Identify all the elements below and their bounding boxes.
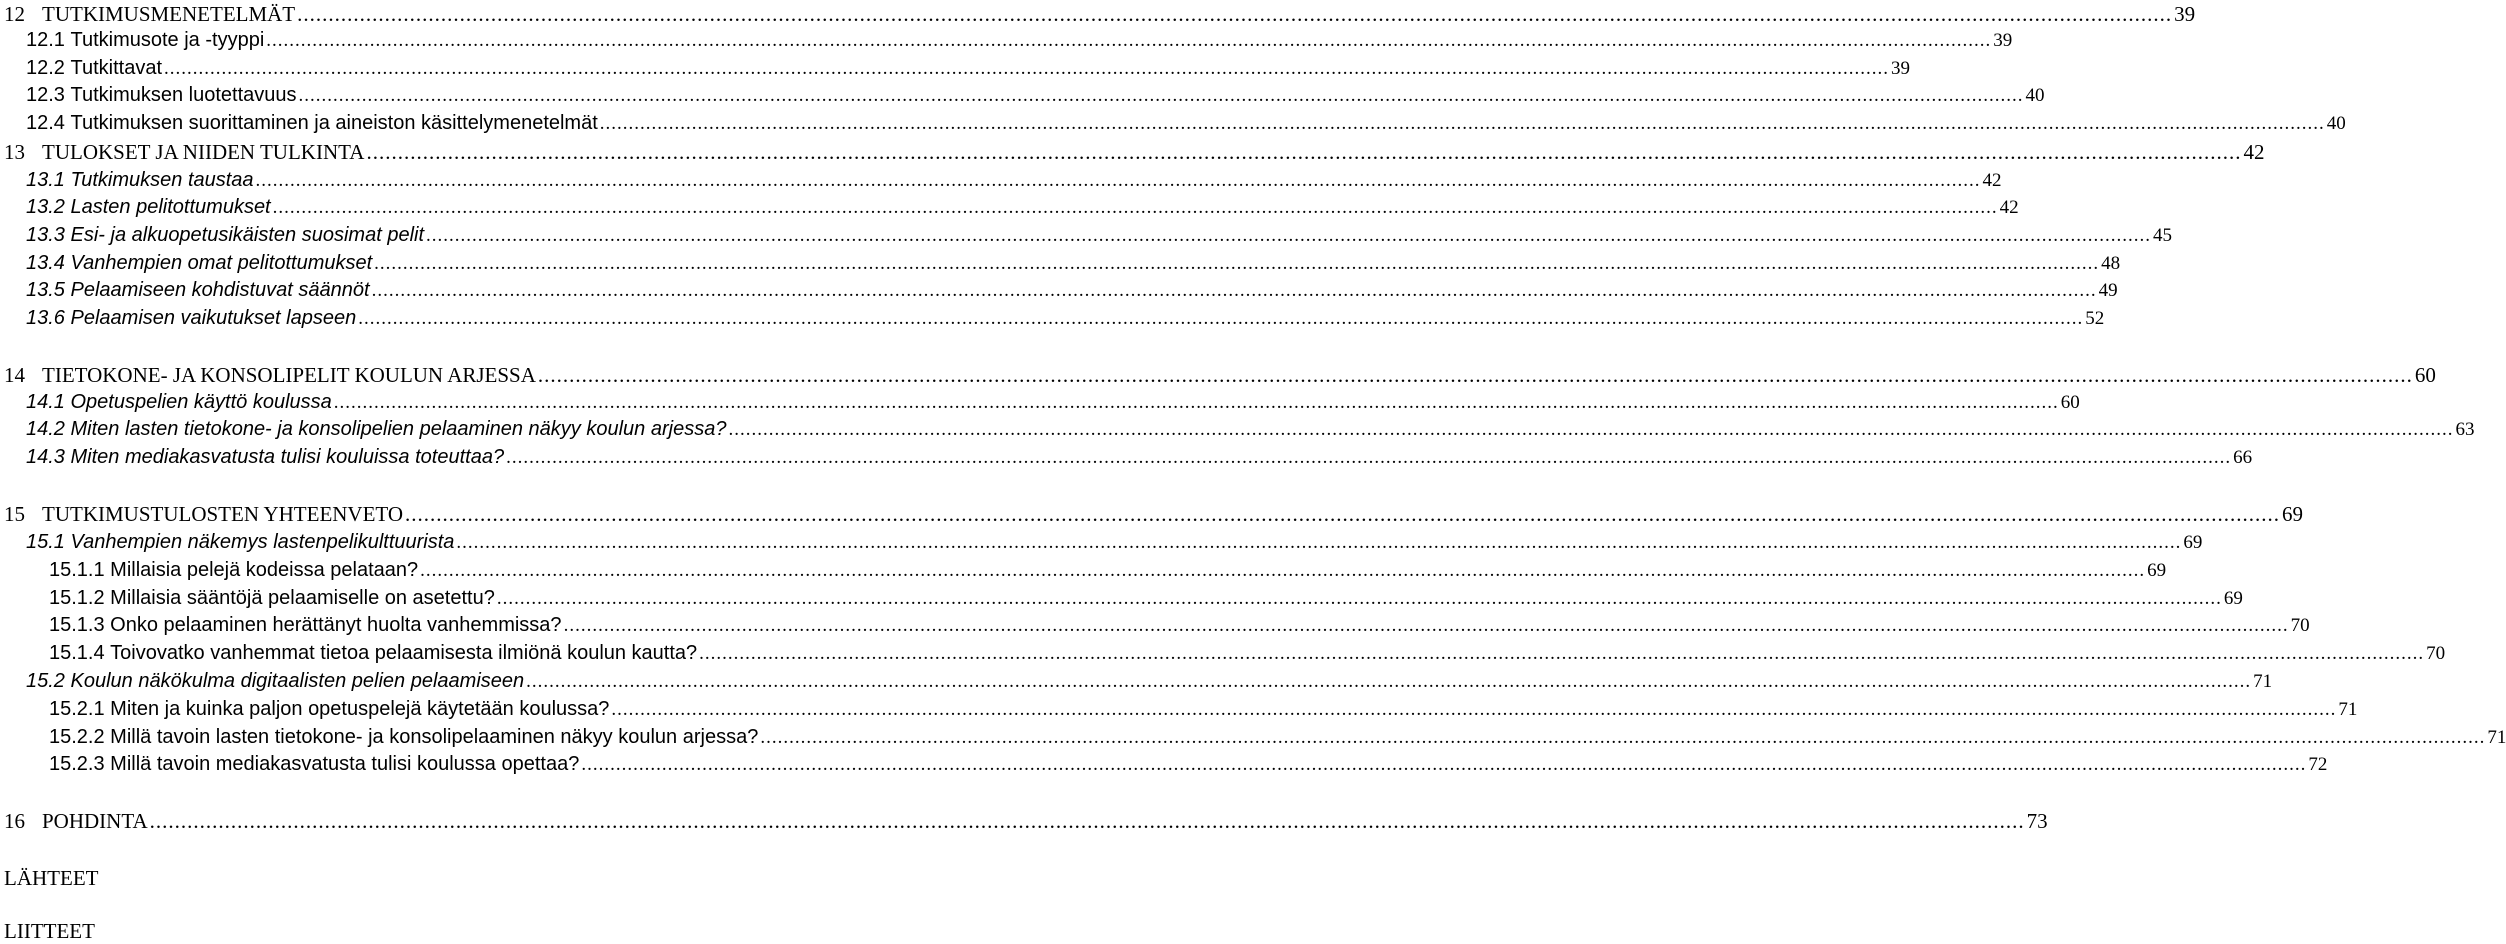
dot-leader: ............................................................................................................................................................................................................................................................................................................ — [506, 447, 2232, 468]
toc-entry-title: TULOKSET JA NIIDEN TULKINTA — [42, 140, 365, 164]
toc-entry-title: Millaisia pelejä kodeissa pelataan? — [110, 559, 419, 581]
toc-entry-page: 69 — [2282, 502, 2304, 526]
toc-entry-number: 15.2.3 — [49, 753, 105, 775]
toc-entry[interactable] — [0, 698, 2358, 725]
dot-leader: ............................................................................................................................................................................................................................................................................................................ — [526, 671, 2252, 692]
toc-entry[interactable] — [0, 642, 2446, 669]
toc-entry-number: 15.2 — [26, 670, 65, 692]
toc-entry-page: 72 — [2308, 754, 2328, 775]
toc-entry[interactable] — [0, 84, 2045, 111]
dot-leader: ............................................................................................................................................................................................................................................................................................................ — [537, 363, 2413, 387]
toc-entry-number: 15.2.1 — [49, 698, 105, 720]
toc-entry-title: Vanhempien näkemys lastenpelikulttuurista — [70, 531, 455, 553]
dot-leader: ............................................................................................................................................................................................................................................................................................................ — [374, 253, 2100, 274]
toc-entry-title: Opetuspelien käyttö koulussa — [70, 391, 332, 413]
dot-leader: ............................................................................................................................................................................................................................................................................................................ — [333, 392, 2059, 413]
toc-entry-title: Millä tavoin lasten tietokone- ja konsolipelaaminen näkyy koulun arjessa? — [110, 726, 759, 748]
dot-leader: ............................................................................................................................................................................................................................................................................................................ — [297, 2, 2173, 26]
dot-leader: ............................................................................................................................................................................................................................................................................................................ — [456, 532, 2182, 553]
toc-entry[interactable] — [0, 446, 2253, 473]
toc-entry[interactable] — [0, 587, 2243, 614]
toc-entry-number: 14.3 — [26, 446, 65, 468]
toc-entry-page: 40 — [2025, 85, 2045, 106]
toc-entry-number: 12.2 — [26, 57, 65, 79]
toc-entry-page: 66 — [2233, 447, 2253, 468]
appendices-heading: LIITTEET — [4, 919, 95, 943]
toc-entry-number: 12.3 — [26, 84, 65, 106]
toc-entry-page: 52 — [2085, 308, 2105, 329]
toc-entry[interactable] — [0, 363, 2436, 390]
toc-entry-page: 69 — [2183, 532, 2203, 553]
toc-entry-page: 42 — [2243, 140, 2265, 164]
toc-entry-number: 13.3 — [26, 224, 65, 246]
dot-leader: ............................................................................................................................................................................................................................................................................................................ — [255, 170, 1981, 191]
toc-entry-page: 70 — [2426, 643, 2446, 664]
toc-entry-title: Tutkimusote ja -tyyppi — [70, 29, 265, 51]
dot-leader: ............................................................................................................................................................................................................................................................................................................ — [371, 280, 2097, 301]
dot-leader: ............................................................................................................................................................................................................................................................................................................ — [599, 113, 2325, 134]
toc-entry-title: Toivovatko vanhemmat tietoa pelaamisesta ilmiönä koulun kautta? — [110, 642, 698, 664]
dot-leader: ............................................................................................................................................................................................................................................................................................................ — [149, 809, 2025, 833]
toc-entry-page: 42 — [1982, 170, 2002, 191]
toc-entry-number: 15.1.2 — [49, 587, 105, 609]
dot-leader: ............................................................................................................................................................................................................................................................................................................ — [728, 419, 2454, 440]
toc-entry-page: 39 — [2174, 2, 2196, 26]
toc-entry-page: 60 — [2414, 363, 2436, 387]
toc-entry-number: 14.1 — [26, 391, 65, 413]
toc-entry-title: Koulun näkökulma digitaalisten pelien pelaamiseen — [70, 670, 525, 692]
toc-entry[interactable] — [0, 279, 2118, 306]
dot-leader: ............................................................................................................................................................................................................................................................................................................ — [266, 30, 1992, 51]
toc-entry-title: TIETOKONE- JA KONSOLIPELIT KOULUN ARJESSA — [42, 363, 536, 387]
toc-entry-page: 39 — [1891, 58, 1911, 79]
toc-entry-number: 13.4 — [26, 252, 65, 274]
toc-entry-number: 12.4 — [26, 112, 65, 134]
dot-leader: ............................................................................................................................................................................................................................................................................................................ — [760, 727, 2486, 748]
toc-entry-title: Esi- ja alkuopetusikäisten suosimat pelit — [70, 224, 425, 246]
toc-entry[interactable] — [0, 809, 2048, 836]
toc-entry-title: POHDINTA — [42, 809, 148, 833]
toc-entry[interactable] — [0, 726, 2506, 753]
toc-entry-title: Millä tavoin mediakasvatusta tulisi koulussa opettaa? — [110, 753, 580, 775]
toc-entry[interactable] — [0, 391, 2080, 418]
toc-entry-number: 14.2 — [26, 418, 65, 440]
toc-entry[interactable] — [0, 252, 2121, 279]
toc-entry-title: TUTKIMUSTULOSTEN YHTEENVETO — [42, 502, 404, 526]
toc-entry-number: 16 — [4, 809, 25, 833]
dot-leader: ............................................................................................................................................................................................................................................................................................................ — [426, 225, 2152, 246]
toc-entry[interactable] — [0, 418, 2475, 445]
toc-entry-number: 15.1.1 — [49, 559, 105, 581]
toc-entry-number: 15 — [4, 502, 25, 526]
dot-leader: ............................................................................................................................................................................................................................................................................................................ — [581, 754, 2307, 775]
toc-entry-page: 71 — [2253, 671, 2273, 692]
toc-entry-number: 13.2 — [26, 196, 65, 218]
dot-leader: ............................................................................................................................................................................................................................................................................................................ — [420, 560, 2146, 581]
toc-entry-page: 73 — [2026, 809, 2048, 833]
toc-entry-page: 60 — [2060, 392, 2080, 413]
references-heading: LÄHTEET — [4, 866, 99, 890]
toc-entry[interactable] — [0, 502, 2304, 529]
toc-entry-title: Miten ja kuinka paljon opetuspelejä käytetään koulussa? — [110, 698, 610, 720]
toc-entry[interactable] — [0, 307, 2105, 334]
toc-entry[interactable] — [0, 112, 2346, 139]
toc-entry-title: Pelaamisen vaikutukset lapseen — [70, 307, 357, 329]
toc-entry-number: 15.1.3 — [49, 614, 105, 636]
toc-entry-title: Tutkimuksen luotettavuus — [70, 84, 297, 106]
dot-leader: ............................................................................................................................................................................................................................................................................................................ — [611, 699, 2337, 720]
toc-entry-page: 71 — [2487, 727, 2506, 748]
toc-entry[interactable] — [0, 57, 1911, 84]
toc-entry-number: 14 — [4, 363, 25, 387]
toc-entry-page: 40 — [2326, 113, 2346, 134]
toc-entry[interactable] — [0, 29, 2013, 56]
toc-entry-number: 12.1 — [26, 29, 65, 51]
toc-entry-number: 15.2.2 — [49, 726, 105, 748]
toc-entry-title: Tutkimuksen suorittaminen ja aineiston käsittelymenetelmät — [70, 112, 598, 134]
toc-entry-page: 45 — [2153, 225, 2173, 246]
toc-entry[interactable] — [0, 559, 2167, 586]
toc-entry-title: Miten mediakasvatusta tulisi kouluissa toteuttaa? — [70, 446, 505, 468]
toc-entry-number: 13.1 — [26, 169, 65, 191]
toc-entry-title: Miten lasten tietokone- ja konsolipelien pelaaminen näkyy koulun arjessa? — [70, 418, 727, 440]
toc-entry-title: Millaisia sääntöjä pelaamiselle on asetettu? — [110, 587, 495, 609]
toc-entry-page: 71 — [2338, 699, 2358, 720]
toc-entry-page: 69 — [2147, 560, 2167, 581]
dot-leader: ............................................................................................................................................................................................................................................................................................................ — [164, 58, 1890, 79]
toc-entry[interactable] — [0, 196, 2019, 223]
toc-entry-page: 39 — [1993, 30, 2013, 51]
toc-entry-page: 63 — [2455, 419, 2475, 440]
toc-entry-page: 69 — [2223, 588, 2243, 609]
toc-entry-title: Pelaamiseen kohdistuvat säännöt — [70, 279, 370, 301]
toc-entry[interactable] — [0, 670, 2273, 697]
toc-entry[interactable] — [0, 531, 2203, 558]
toc-entry-page: 42 — [1999, 197, 2019, 218]
dot-leader: ............................................................................................................................................................................................................................................................................................................ — [563, 615, 2289, 636]
dot-leader: ............................................................................................................................................................................................................................................................................................................ — [366, 140, 2242, 164]
toc-entry-number: 13 — [4, 140, 25, 164]
toc-entry[interactable] — [0, 224, 2173, 251]
toc-entry[interactable] — [0, 753, 2328, 780]
dot-leader: ............................................................................................................................................................................................................................................................................................................ — [496, 588, 2222, 609]
dot-leader: ............................................................................................................................................................................................................................................................................................................ — [699, 643, 2425, 664]
toc-entry[interactable] — [0, 2, 2196, 29]
toc-entry-number: 15.1 — [26, 531, 65, 553]
toc-entry-number: 15.1.4 — [49, 642, 105, 664]
toc-entry-title: TUTKIMUSMENETELMÄT — [42, 2, 296, 26]
toc-entry-page: 48 — [2101, 253, 2121, 274]
toc-entry-title: Onko pelaaminen herättänyt huolta vanhemmissa? — [110, 614, 562, 636]
dot-leader: ............................................................................................................................................................................................................................................................................................................ — [272, 197, 1998, 218]
toc-entry[interactable] — [0, 614, 2310, 641]
dot-leader: ............................................................................................................................................................................................................................................................................................................ — [358, 308, 2084, 329]
toc-entry-title: Lasten pelitottumukset — [70, 196, 271, 218]
toc-entry-number: 13.5 — [26, 279, 65, 301]
toc-entry-title: Vanhempien omat pelitottumukset — [70, 252, 373, 274]
toc-entry-title: Tutkittavat — [70, 57, 163, 79]
toc-entry-page: 70 — [2290, 615, 2310, 636]
dot-leader: ............................................................................................................................................................................................................................................................................................................ — [405, 502, 2281, 526]
toc-entry-number: 12 — [4, 2, 25, 26]
toc-entry-page: 49 — [2098, 280, 2118, 301]
toc-entry-title: Tutkimuksen taustaa — [70, 169, 254, 191]
dot-leader: ............................................................................................................................................................................................................................................................................................................ — [298, 85, 2024, 106]
toc-entry[interactable] — [0, 140, 2265, 167]
toc-entry[interactable] — [0, 169, 2002, 196]
toc-entry-number: 13.6 — [26, 307, 65, 329]
